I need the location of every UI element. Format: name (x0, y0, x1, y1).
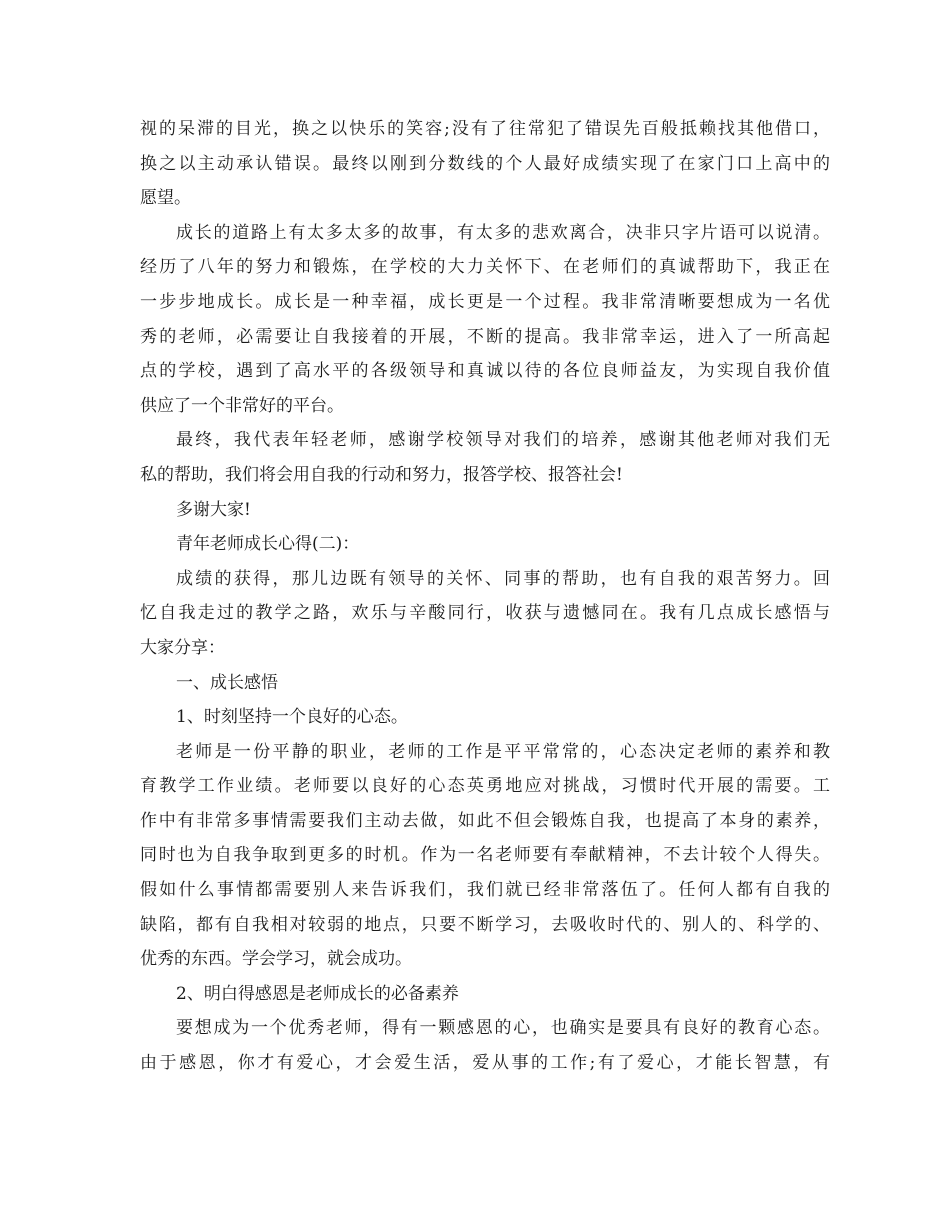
text-line: 优秀的东西。学会学习，就会成功。 (140, 949, 412, 970)
text-line: 忆自我走过的教学之路，欢乐与辛酸同行，收获与遗憾同在。我有几点成长感悟与 (140, 603, 830, 624)
text-line: 老师是一份平静的职业，老师的工作是平平常常的，心态决定老师的素养和教 (176, 741, 830, 762)
text-line: 作中有非常多事情需要我们主动去做，如此不但会锻炼自我，也提高了本身的素养， (140, 810, 830, 831)
section-heading: 一、成长感悟 (176, 672, 278, 693)
text-line: 育教学工作业绩。老师要以良好的心态英勇地应对挑战，习惯时代开展的需要。工 (140, 776, 830, 797)
text-line: 假如什么事情都需要别人来告诉我们，我们就已经非常落伍了。任何人都有自我的 (140, 880, 830, 901)
text-line: 成长的道路上有太多太多的故事，有太多的悲欢离合，决非只字片语可以说清。 (176, 222, 830, 243)
text-line: 要想成为一个优秀老师，得有一颗感恩的心，也确实是要具有良好的教育心态。 (176, 1018, 830, 1039)
text-line: 缺陷，都有自我相对较弱的地点，只要不断学习，去吸收时代的、别人的、科学的、 (140, 914, 830, 935)
subsection-heading: 2、明白得感恩是老师成长的必备素养 (176, 983, 459, 1004)
document-body (140, 112, 830, 1081)
text-line: 同时也为自我争取到更多的时机。作为一名老师要有奉献精神，不去计较个人得失。 (140, 845, 830, 866)
text-line: 由于感恩，你才有爱心，才会爱生活，爱从事的工作;有了爱心，才能长智慧，有 (140, 1053, 830, 1074)
text-line: 成绩的获得，那儿边既有领导的关怀、同事的帮助，也有自我的艰苦努力。回 (176, 568, 830, 589)
text-line: 供应了一个非常好的平台。 (140, 395, 344, 416)
text-line: 视的呆滞的目光，换之以快乐的笑容;没有了往常犯了错误先百般抵赖找其他借口， (140, 119, 830, 139)
text-line: 点的学校，遇到了高水平的各级领导和真诚以待的各位良师益友，为实现自我价值 (140, 361, 830, 382)
subsection-heading: 1、时刻坚持一个良好的心态。 (176, 707, 408, 728)
text-line: 大家分享： (140, 637, 225, 658)
text-line: 最终，我代表年轻老师，感谢学校领导对我们的培养，感谢其他老师对我们无 (176, 430, 830, 451)
text-line: 换之以主动承认错误。最终以刚到分数线的个人最好成绩实现了在家门口上高中的 (140, 153, 830, 174)
text-line: 私的帮助，我们将会用自我的行动和努力，报答学校、报答社会! (140, 464, 623, 485)
text-line: 秀的老师，必需要让自我接着的开展，不断的提高。我非常幸运，进入了一所高起 (140, 326, 830, 347)
section-heading: 青年老师成长心得(二)： (176, 534, 360, 555)
text-line: 多谢大家! (176, 499, 251, 520)
text-line: 一步步地成长。成长是一种幸福，成长更是一个过程。我非常清晰要想成为一名优 (140, 291, 830, 312)
text-line: 愿望。 (140, 188, 191, 209)
text-line: 经历了八年的努力和锻炼，在学校的大力关怀下、在老师们的真诚帮助下，我正在 (140, 257, 830, 278)
